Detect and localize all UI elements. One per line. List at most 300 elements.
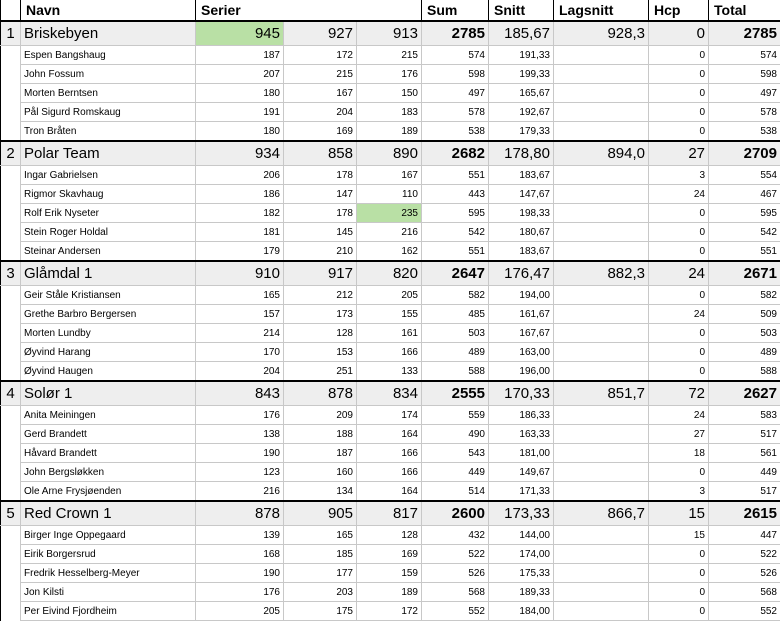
- player-row: [1, 204, 780, 223]
- player-sum: 489: [422, 343, 489, 362]
- player-name: Håvard Brandett: [21, 444, 196, 463]
- team-serie-2: 905: [284, 501, 357, 526]
- player-serie-2: 203: [284, 583, 357, 602]
- player-name: Steinar Andersen: [21, 242, 196, 262]
- team-snitt: 178,80: [489, 141, 554, 166]
- player-row: [1, 103, 780, 122]
- player-row: [1, 122, 780, 142]
- player-hcp: 0: [649, 122, 709, 142]
- player-serie-3: 133: [357, 362, 422, 382]
- player-total: 517: [709, 425, 780, 444]
- team-total: 2615: [709, 501, 780, 526]
- player-serie-1: 180: [196, 122, 284, 142]
- player-snitt: 165,67: [489, 84, 554, 103]
- player-hcp: 0: [649, 65, 709, 84]
- player-sum: 588: [422, 362, 489, 382]
- player-serie-1: 170: [196, 343, 284, 362]
- player-snitt: 144,00: [489, 526, 554, 545]
- player-hcp: 0: [649, 343, 709, 362]
- player-serie-2: 147: [284, 185, 357, 204]
- player-name: Morten Lundby: [21, 324, 196, 343]
- player-name: Tron Bråten: [21, 122, 196, 142]
- player-total: 447: [709, 526, 780, 545]
- team-total: 2671: [709, 261, 780, 286]
- player-serie-3: 166: [357, 463, 422, 482]
- player-row: [1, 482, 780, 502]
- team-row: [1, 21, 780, 46]
- header-navn: Navn: [21, 0, 196, 21]
- player-lagsnitt: [554, 482, 649, 502]
- player-serie-3: 167: [357, 166, 422, 185]
- player-hcp: 0: [649, 286, 709, 305]
- player-lagsnitt: [554, 223, 649, 242]
- player-hcp: 0: [649, 223, 709, 242]
- player-hcp: 0: [649, 242, 709, 262]
- player-lagsnitt: [554, 583, 649, 602]
- player-serie-2: 187: [284, 444, 357, 463]
- team-serie-1: 934: [196, 141, 284, 166]
- player-sum: 582: [422, 286, 489, 305]
- player-serie-1: 190: [196, 444, 284, 463]
- header-sum: Sum: [422, 0, 489, 21]
- player-sum: 503: [422, 324, 489, 343]
- player-row: [1, 545, 780, 564]
- team-hcp: 24: [649, 261, 709, 286]
- player-snitt: 192,67: [489, 103, 554, 122]
- player-serie-2: 160: [284, 463, 357, 482]
- player-rank-spacer: [1, 122, 21, 142]
- player-total: 542: [709, 223, 780, 242]
- player-snitt: 196,00: [489, 362, 554, 382]
- player-serie-1: 207: [196, 65, 284, 84]
- player-lagsnitt: [554, 103, 649, 122]
- player-lagsnitt: [554, 305, 649, 324]
- team-serie-3: 913: [357, 21, 422, 46]
- player-name: John Bergsløkken: [21, 463, 196, 482]
- player-total: 503: [709, 324, 780, 343]
- player-row: [1, 444, 780, 463]
- player-sum: 490: [422, 425, 489, 444]
- player-row: [1, 583, 780, 602]
- player-total: 467: [709, 185, 780, 204]
- player-row: [1, 166, 780, 185]
- player-serie-3: 205: [357, 286, 422, 305]
- header-total: Total: [709, 0, 780, 21]
- player-rank-spacer: [1, 185, 21, 204]
- player-serie-2: 251: [284, 362, 357, 382]
- player-sum: 543: [422, 444, 489, 463]
- team-snitt: 173,33: [489, 501, 554, 526]
- player-serie-3: 216: [357, 223, 422, 242]
- player-serie-1: 205: [196, 602, 284, 621]
- player-name: Geir Ståle Kristiansen: [21, 286, 196, 305]
- player-serie-2: 185: [284, 545, 357, 564]
- player-serie-2: 153: [284, 343, 357, 362]
- player-total: 582: [709, 286, 780, 305]
- player-serie-2: 145: [284, 223, 357, 242]
- player-lagsnitt: [554, 602, 649, 621]
- player-row: [1, 602, 780, 621]
- player-sum: 526: [422, 564, 489, 583]
- player-serie-3: 176: [357, 65, 422, 84]
- player-lagsnitt: [554, 166, 649, 185]
- player-row: [1, 463, 780, 482]
- team-lagsnitt: 928,3: [554, 21, 649, 46]
- player-total: 574: [709, 46, 780, 65]
- player-sum: 522: [422, 545, 489, 564]
- player-snitt: 147,67: [489, 185, 554, 204]
- player-total: 568: [709, 583, 780, 602]
- player-rank-spacer: [1, 526, 21, 545]
- player-serie-3: 164: [357, 425, 422, 444]
- player-rank-spacer: [1, 286, 21, 305]
- player-row: [1, 305, 780, 324]
- player-serie-3: 150: [357, 84, 422, 103]
- player-serie-3: 174: [357, 406, 422, 425]
- player-serie-1: 190: [196, 564, 284, 583]
- player-total: 517: [709, 482, 780, 502]
- player-rank-spacer: [1, 564, 21, 583]
- player-rank-spacer: [1, 103, 21, 122]
- player-serie-2: 169: [284, 122, 357, 142]
- header-snitt: Snitt: [489, 0, 554, 21]
- player-name: Rigmor Skavhaug: [21, 185, 196, 204]
- player-serie-2: 173: [284, 305, 357, 324]
- player-rank-spacer: [1, 65, 21, 84]
- header-lagsnitt: Lagsnitt: [554, 0, 649, 21]
- player-name: Øyvind Harang: [21, 343, 196, 362]
- player-total: 578: [709, 103, 780, 122]
- player-row: [1, 223, 780, 242]
- team-hcp: 15: [649, 501, 709, 526]
- player-rank-spacer: [1, 324, 21, 343]
- player-lagsnitt: [554, 204, 649, 223]
- player-hcp: 15: [649, 526, 709, 545]
- player-serie-1: 165: [196, 286, 284, 305]
- player-snitt: 186,33: [489, 406, 554, 425]
- player-snitt: 174,00: [489, 545, 554, 564]
- player-serie-3: 110: [357, 185, 422, 204]
- player-row: [1, 46, 780, 65]
- team-hcp: 72: [649, 381, 709, 406]
- team-snitt: 185,67: [489, 21, 554, 46]
- player-snitt: 149,67: [489, 463, 554, 482]
- team-serie-1: 843: [196, 381, 284, 406]
- player-rank-spacer: [1, 305, 21, 324]
- team-row: [1, 381, 780, 406]
- player-lagsnitt: [554, 362, 649, 382]
- player-serie-2: 212: [284, 286, 357, 305]
- player-serie-1: 191: [196, 103, 284, 122]
- player-serie-3: 166: [357, 444, 422, 463]
- player-lagsnitt: [554, 526, 649, 545]
- player-snitt: 167,67: [489, 324, 554, 343]
- player-snitt: 194,00: [489, 286, 554, 305]
- player-snitt: 183,67: [489, 242, 554, 262]
- player-serie-2: 209: [284, 406, 357, 425]
- player-serie-3: 166: [357, 343, 422, 362]
- player-hcp: 0: [649, 564, 709, 583]
- player-sum: 443: [422, 185, 489, 204]
- player-serie-3: 183: [357, 103, 422, 122]
- player-name: Øyvind Haugen: [21, 362, 196, 382]
- player-sum: 542: [422, 223, 489, 242]
- player-rank-spacer: [1, 444, 21, 463]
- team-row: [1, 501, 780, 526]
- player-serie-2: 177: [284, 564, 357, 583]
- team-total: 2785: [709, 21, 780, 46]
- player-lagsnitt: [554, 84, 649, 103]
- player-row: [1, 526, 780, 545]
- team-lagsnitt: 866,7: [554, 501, 649, 526]
- player-name: Eirik Borgersrud: [21, 545, 196, 564]
- player-total: 522: [709, 545, 780, 564]
- player-serie-1: 181: [196, 223, 284, 242]
- player-total: 561: [709, 444, 780, 463]
- player-total: 583: [709, 406, 780, 425]
- player-sum: 538: [422, 122, 489, 142]
- player-row: [1, 324, 780, 343]
- player-name: Birger Inge Oppegaard: [21, 526, 196, 545]
- player-name: Morten Berntsen: [21, 84, 196, 103]
- team-row: [1, 261, 780, 286]
- player-total: 538: [709, 122, 780, 142]
- player-name: Grethe Barbro Bergersen: [21, 305, 196, 324]
- team-serie-3: 890: [357, 141, 422, 166]
- player-snitt: 180,67: [489, 223, 554, 242]
- player-rank-spacer: [1, 545, 21, 564]
- player-row: [1, 564, 780, 583]
- player-sum: 432: [422, 526, 489, 545]
- player-hcp: 0: [649, 103, 709, 122]
- player-lagsnitt: [554, 343, 649, 362]
- player-rank-spacer: [1, 343, 21, 362]
- player-serie-3: 159: [357, 564, 422, 583]
- player-total: 588: [709, 362, 780, 382]
- team-serie-3: 834: [357, 381, 422, 406]
- team-rank: 1: [1, 21, 21, 46]
- player-snitt: 179,33: [489, 122, 554, 142]
- player-sum: 598: [422, 65, 489, 84]
- team-serie-3: 817: [357, 501, 422, 526]
- team-sum: 2785: [422, 21, 489, 46]
- player-serie-1: 182: [196, 204, 284, 223]
- player-rank-spacer: [1, 204, 21, 223]
- player-serie-1: 180: [196, 84, 284, 103]
- player-name: Ingar Gabrielsen: [21, 166, 196, 185]
- player-total: 489: [709, 343, 780, 362]
- player-snitt: 175,33: [489, 564, 554, 583]
- player-hcp: 0: [649, 324, 709, 343]
- player-serie-1: 214: [196, 324, 284, 343]
- player-sum: 551: [422, 242, 489, 262]
- player-hcp: 0: [649, 463, 709, 482]
- team-sum: 2682: [422, 141, 489, 166]
- player-hcp: 0: [649, 583, 709, 602]
- team-serie-1: 910: [196, 261, 284, 286]
- team-total: 2709: [709, 141, 780, 166]
- player-snitt: 181,00: [489, 444, 554, 463]
- player-snitt: 199,33: [489, 65, 554, 84]
- player-serie-2: 178: [284, 166, 357, 185]
- player-name: Pål Sigurd Romskaug: [21, 103, 196, 122]
- team-hcp: 27: [649, 141, 709, 166]
- team-name: Red Crown 1: [21, 501, 196, 526]
- team-rank: 4: [1, 381, 21, 406]
- player-row: [1, 343, 780, 362]
- player-serie-3: 155: [357, 305, 422, 324]
- header-hcp: Hcp: [649, 0, 709, 21]
- player-snitt: 163,33: [489, 425, 554, 444]
- player-sum: 552: [422, 602, 489, 621]
- player-rank-spacer: [1, 362, 21, 382]
- player-snitt: 191,33: [489, 46, 554, 65]
- player-row: [1, 286, 780, 305]
- player-serie-3: 164: [357, 482, 422, 502]
- team-name: Glåmdal 1: [21, 261, 196, 286]
- team-rank: 2: [1, 141, 21, 166]
- team-snitt: 170,33: [489, 381, 554, 406]
- player-serie-3: 162: [357, 242, 422, 262]
- player-hcp: 24: [649, 406, 709, 425]
- player-lagsnitt: [554, 444, 649, 463]
- player-sum: 568: [422, 583, 489, 602]
- player-hcp: 0: [649, 84, 709, 103]
- player-total: 598: [709, 65, 780, 84]
- player-lagsnitt: [554, 545, 649, 564]
- player-sum: 485: [422, 305, 489, 324]
- player-serie-1: 139: [196, 526, 284, 545]
- player-hcp: 3: [649, 482, 709, 502]
- team-serie-2: 927: [284, 21, 357, 46]
- team-serie-3: 820: [357, 261, 422, 286]
- player-row: [1, 185, 780, 204]
- player-lagsnitt: [554, 46, 649, 65]
- player-serie-3: 172: [357, 602, 422, 621]
- player-serie-2: 165: [284, 526, 357, 545]
- player-lagsnitt: [554, 564, 649, 583]
- player-snitt: 163,00: [489, 343, 554, 362]
- player-rank-spacer: [1, 406, 21, 425]
- player-rank-spacer: [1, 583, 21, 602]
- team-sum: 2555: [422, 381, 489, 406]
- player-hcp: 0: [649, 545, 709, 564]
- header-serier: Serier: [196, 0, 422, 21]
- player-rank-spacer: [1, 463, 21, 482]
- player-name: Anita Meiningen: [21, 406, 196, 425]
- player-hcp: 0: [649, 46, 709, 65]
- player-row: [1, 362, 780, 382]
- team-hcp: 0: [649, 21, 709, 46]
- player-lagsnitt: [554, 286, 649, 305]
- player-lagsnitt: [554, 425, 649, 444]
- player-serie-3: 189: [357, 122, 422, 142]
- player-sum: 551: [422, 166, 489, 185]
- player-serie-2: 134: [284, 482, 357, 502]
- player-lagsnitt: [554, 324, 649, 343]
- player-serie-1: 179: [196, 242, 284, 262]
- team-lagsnitt: 851,7: [554, 381, 649, 406]
- player-rank-spacer: [1, 482, 21, 502]
- player-total: 526: [709, 564, 780, 583]
- player-row: [1, 84, 780, 103]
- player-total: 449: [709, 463, 780, 482]
- team-total: 2627: [709, 381, 780, 406]
- player-lagsnitt: [554, 185, 649, 204]
- player-rank-spacer: [1, 425, 21, 444]
- player-serie-3: 235: [357, 204, 422, 223]
- player-total: 595: [709, 204, 780, 223]
- player-name: Ole Arne Frysjøenden: [21, 482, 196, 502]
- player-serie-1: 206: [196, 166, 284, 185]
- player-name: Fredrik Hesselberg-Meyer: [21, 564, 196, 583]
- team-rank: 3: [1, 261, 21, 286]
- player-serie-1: 204: [196, 362, 284, 382]
- team-rank: 5: [1, 501, 21, 526]
- player-serie-2: 175: [284, 602, 357, 621]
- player-serie-1: 216: [196, 482, 284, 502]
- team-serie-2: 917: [284, 261, 357, 286]
- team-lagsnitt: 894,0: [554, 141, 649, 166]
- team-name: Briskebyen: [21, 21, 196, 46]
- player-serie-2: 188: [284, 425, 357, 444]
- player-row: [1, 406, 780, 425]
- player-serie-1: 187: [196, 46, 284, 65]
- player-rank-spacer: [1, 84, 21, 103]
- player-name: Espen Bangshaug: [21, 46, 196, 65]
- player-rank-spacer: [1, 602, 21, 621]
- player-serie-2: 172: [284, 46, 357, 65]
- player-rank-spacer: [1, 166, 21, 185]
- player-hcp: 27: [649, 425, 709, 444]
- player-total: 497: [709, 84, 780, 103]
- player-lagsnitt: [554, 242, 649, 262]
- player-name: Jon Kilsti: [21, 583, 196, 602]
- player-serie-2: 128: [284, 324, 357, 343]
- player-serie-1: 168: [196, 545, 284, 564]
- player-name: Stein Roger Holdal: [21, 223, 196, 242]
- player-snitt: 171,33: [489, 482, 554, 502]
- player-hcp: 3: [649, 166, 709, 185]
- player-total: 509: [709, 305, 780, 324]
- player-total: 552: [709, 602, 780, 621]
- player-hcp: 24: [649, 185, 709, 204]
- player-serie-1: 176: [196, 406, 284, 425]
- player-lagsnitt: [554, 406, 649, 425]
- player-serie-1: 186: [196, 185, 284, 204]
- player-rank-spacer: [1, 46, 21, 65]
- team-name: Solør 1: [21, 381, 196, 406]
- team-name: Polar Team: [21, 141, 196, 166]
- player-serie-2: 178: [284, 204, 357, 223]
- team-lagsnitt: 882,3: [554, 261, 649, 286]
- player-serie-1: 123: [196, 463, 284, 482]
- player-sum: 578: [422, 103, 489, 122]
- player-lagsnitt: [554, 65, 649, 84]
- player-sum: 497: [422, 84, 489, 103]
- player-row: [1, 425, 780, 444]
- player-hcp: 24: [649, 305, 709, 324]
- player-sum: 595: [422, 204, 489, 223]
- player-total: 554: [709, 166, 780, 185]
- player-snitt: 161,67: [489, 305, 554, 324]
- player-serie-2: 210: [284, 242, 357, 262]
- player-serie-1: 176: [196, 583, 284, 602]
- player-name: Gerd Brandett: [21, 425, 196, 444]
- header-rank: [1, 0, 21, 21]
- player-hcp: 0: [649, 204, 709, 223]
- player-snitt: 189,33: [489, 583, 554, 602]
